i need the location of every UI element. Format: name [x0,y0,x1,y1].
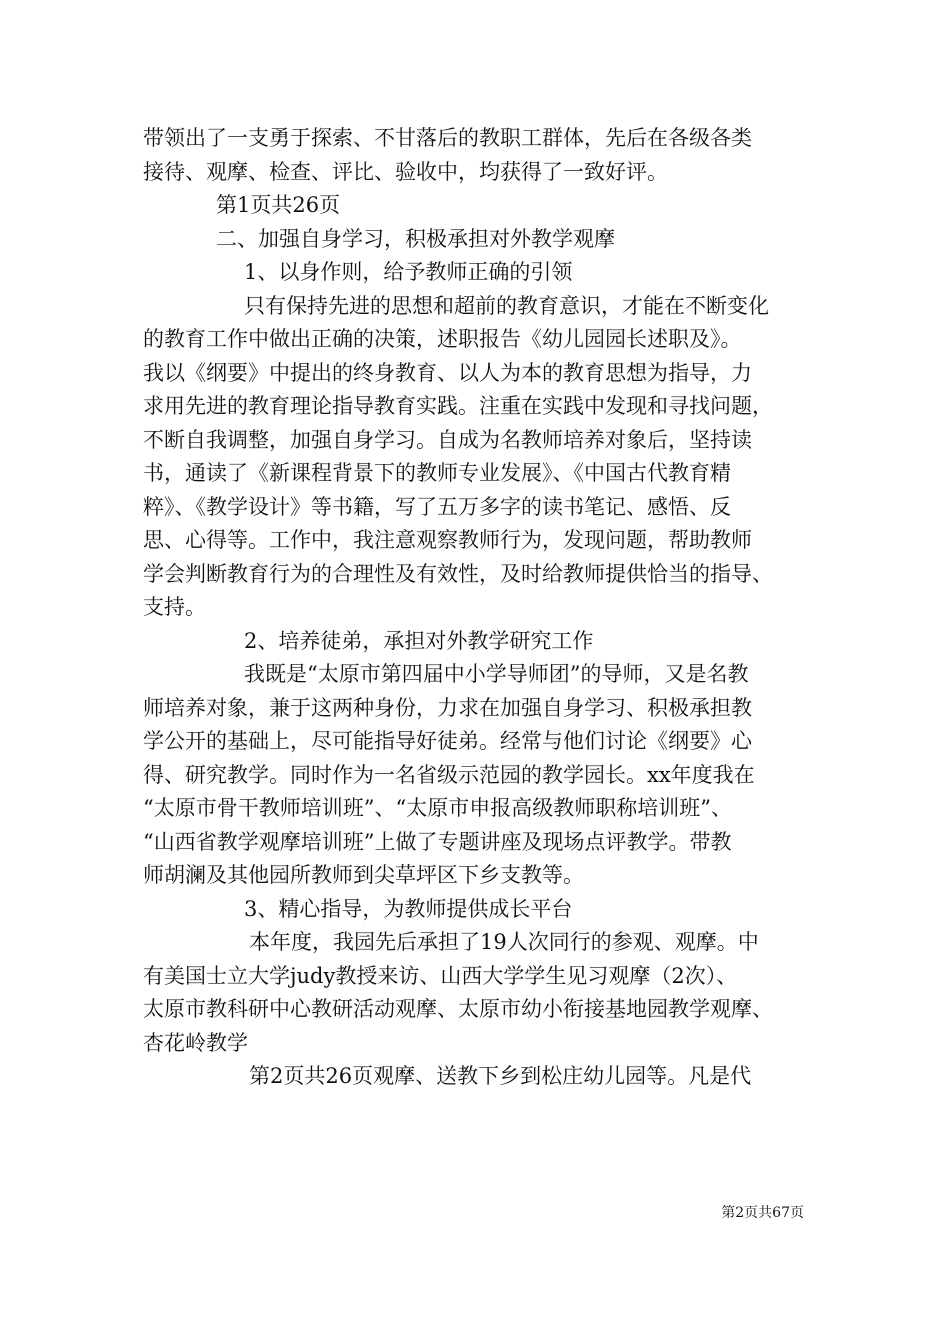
text-line: 学会判断教育行为的合理性及有效性，及时给教师提供恰当的指导、 [143,561,773,586]
text-line: 书，通读了《新课程背景下的教师专业发展》、《中国古代教育精 [143,461,731,485]
text-line: 得、研究教学。同时作为一名省级示范园的教学园长。xx年度我在 [143,762,755,787]
text-line: 接待、观摩、检查、评比、验收中，均获得了一致好评。 [143,159,668,184]
text-line: “太原市骨干教师培训班”、“太原市申报高级教师职称培训班”、 [143,796,732,820]
text-line: 本年度，我园先后承担了19人次同行的参观、观摩。中 [249,930,759,954]
text-line: 师胡澜及其他园所教师到尖草坪区下乡支教等。 [143,863,584,887]
text-line: 求用先进的教育理论指导教育实践。注重在实践中发现和寻找问题， [143,394,773,418]
text-line: 支持。 [143,595,206,619]
text-line: 学公开的基础上，尽可能指导好徒弟。经常与他们讨论《纲要》心 [143,729,752,753]
subsection-heading: 3、精心指导，为教师提供成长平台 [244,896,573,921]
section-heading: 二、加强自身学习，积极承担对外教学观摩 [216,226,615,251]
text-line: 我以《纲要》中提出的终身教育、以人为本的教育思想为指导，力 [143,360,752,385]
subsection-heading: 1、以身作则，给予教师正确的引领 [244,260,573,284]
text-line: 师培养对象，兼于这两种身份，力求在加强自身学习、积极承担教 [143,695,752,720]
inline-page-marker: 第1页共26页 [216,193,341,217]
text-line: 思、心得等。工作中，我注意观察教师行为，发现问题，帮助教师 [143,528,752,552]
subsection-heading: 2、培养徒弟，承担对外教学研究工作 [244,628,594,653]
text-line: 第2页共26页观摩、送教下乡到松庄幼儿园等。凡是代 [249,1064,752,1088]
text-line: 粹》、《教学设计》等书籍，写了五万多字的读书笔记、感悟、反 [143,494,731,519]
text-line: “山西省教学观摩培训班”上做了专题讲座及现场点评教学。带教 [143,829,732,854]
text-line: 有美国士立大学judy教授来访、山西大学学生见习观摩（2次）、 [143,963,738,988]
text-line: 太原市教科研中心教研活动观摩、太原市幼小衔接基地园教学观摩、 [143,997,773,1021]
page-footer: 第2页共67页 [721,1205,804,1221]
text-line: 只有保持先进的思想和超前的教育意识，才能在不断变化 [244,293,769,318]
text-line: 带领出了一支勇于探索、不甘落后的教职工群体，先后在各级各类 [143,126,752,150]
text-line: 的教育工作中做出正确的决策，述职报告《幼儿园园长述职及》。 [143,327,742,351]
text-line: 我既是“太原市第四届中小学导师团”的导师，又是名教 [244,662,749,686]
text-line: 杏花岭教学 [143,1030,248,1055]
document-body [143,122,823,1094]
text-line: 不断自我调整，加强自身学习。自成为名教师培养对象后，坚持读 [143,427,752,452]
